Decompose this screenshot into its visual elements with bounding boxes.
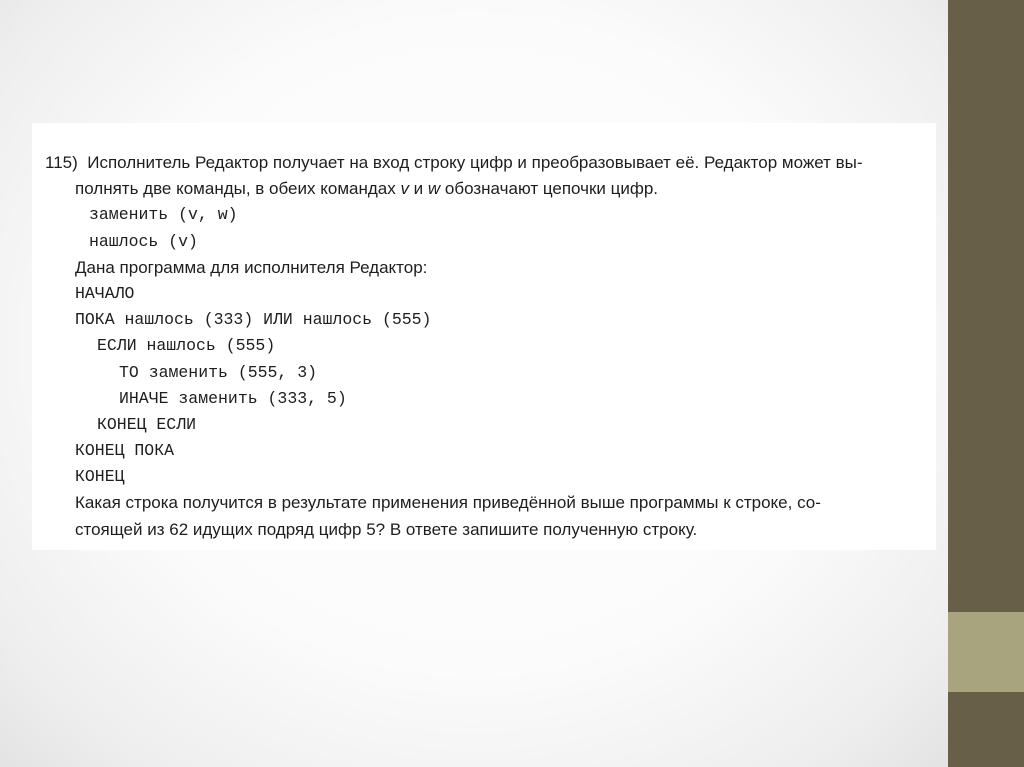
program-end: КОНЕЦ <box>75 467 125 487</box>
program-if: ЕСЛИ нашлось (555) <box>97 336 276 356</box>
question-line2: стоящей из 62 идущих подряд цифр 5? В ответе запишите полученную строку. <box>75 519 698 539</box>
var-v: v <box>400 179 409 199</box>
var-w: w <box>427 179 441 199</box>
task-intro-line2: полнять две команды, в обеих командах v и w обозначают цепочки цифр. <box>75 179 659 199</box>
task-text <box>45 150 875 543</box>
program-then: ТО заменить (555, 3) <box>119 362 318 382</box>
slide-side-accent <box>948 612 1024 692</box>
program-end-while: КОНЕЦ ПОКА <box>75 441 175 461</box>
program-intro: Дана программа для исполнителя Редактор: <box>75 257 428 277</box>
program-else: ИНАЧЕ заменить (333, 5) <box>119 388 347 408</box>
task-intro-line1: 115) Исполнитель Редактор получает на вход строку цифр и преобразовывает её. Редактор может вы- <box>45 153 863 172</box>
command-replace: заменить (v, w) <box>89 205 238 225</box>
question-line1: Какая строка получится в результате применения приведённой выше программы к строке, со- <box>75 493 821 513</box>
command-found: нашлось (v) <box>89 231 198 251</box>
program-while: ПОКА нашлось (333) ИЛИ нашлось (555) <box>75 310 432 330</box>
program-end-if: КОНЕЦ ЕСЛИ <box>97 414 197 434</box>
task-number: 115) <box>45 153 78 172</box>
program-begin: НАЧАЛО <box>75 283 135 303</box>
